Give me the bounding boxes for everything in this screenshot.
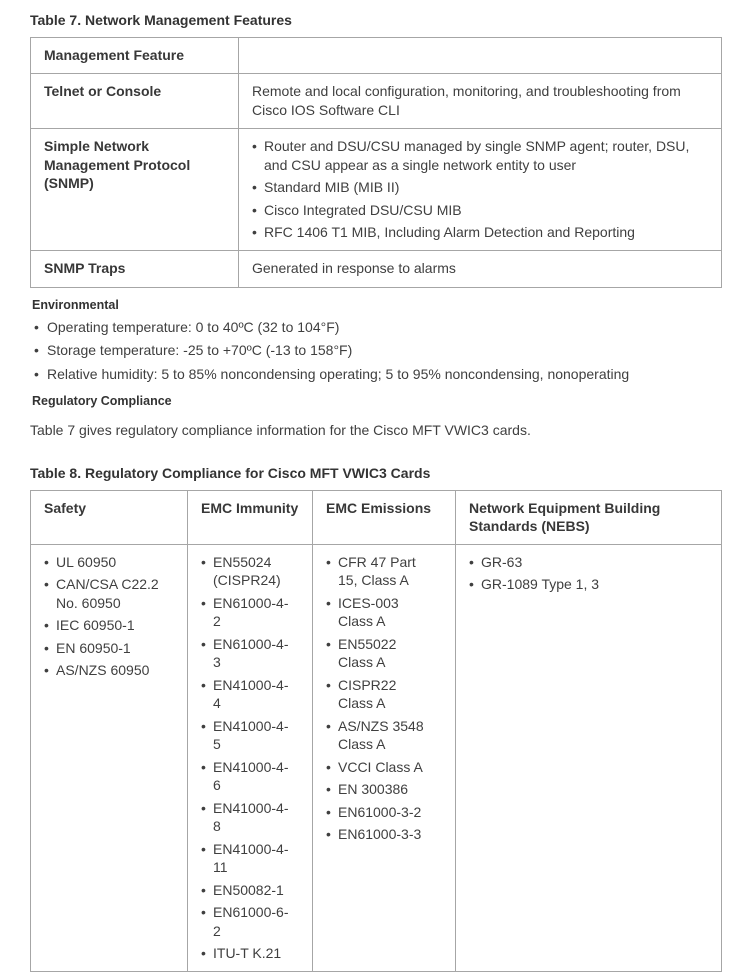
- bullet-item: • GR-1089 Type 1, 3: [469, 575, 708, 594]
- bullet-item: • Cisco Integrated DSU/CSU MIB: [252, 201, 708, 220]
- bullet-item: • AS/NZS 60950: [44, 661, 174, 680]
- table7-caption: Table 7. Network Management Features: [30, 12, 292, 28]
- snmp-bullet-list: [252, 137, 708, 242]
- table8-header-nebs: Network Equipment Building Standards (NEBS): [456, 490, 722, 544]
- bullet-item: • EN61000-3-2: [326, 803, 429, 822]
- table7-snmp-description: [239, 129, 722, 251]
- table-row: [31, 38, 722, 74]
- table-row: [31, 129, 722, 251]
- bullet-item: • EN 300386: [326, 780, 429, 799]
- table7-network-management-features: [30, 37, 722, 288]
- nebs-bullet-list: [469, 553, 708, 594]
- bullet-item: • EN61000-3-3: [326, 825, 429, 844]
- bullet-item: • CISPR22 Class A: [326, 676, 429, 713]
- table7-snmp-traps-description: Generated in response to alarms: [239, 250, 722, 287]
- bullet-item: • Router and DSU/CSU managed by single SNMP agent; router, DSU, and CSU appear as a single network entity to user: [252, 137, 708, 174]
- table8-emc-emissions-cell: [313, 544, 456, 971]
- environmental-bullet-list: [34, 318, 722, 384]
- table7-feature-telnet: Telnet or Console: [31, 74, 239, 129]
- bullet-item: • EN61000-4-2: [201, 594, 290, 631]
- bullet-item: • EN41000-4-11: [201, 840, 290, 877]
- environmental-heading: Environmental: [32, 297, 119, 312]
- table8-emc-immunity-cell: [188, 544, 313, 971]
- bullet-item: • EN61000-6-2: [201, 903, 290, 940]
- regulatory-compliance-heading: Regulatory Compliance: [32, 393, 172, 408]
- bullet-item: • EN41000-4-5: [201, 717, 290, 754]
- bullet-item: • Storage temperature: -25 to +70ºC (-13 to 158°F): [34, 341, 722, 360]
- bullet-item: • VCCI Class A: [326, 758, 429, 777]
- bullet-item: • Operating temperature: 0 to 40ºC (32 to 104°F): [34, 318, 722, 337]
- bullet-item: • CFR 47 Part 15, Class A: [326, 553, 429, 590]
- bullet-item: • EN41000-4-4: [201, 676, 290, 713]
- table8-nebs-cell: [456, 544, 722, 971]
- bullet-item: • ITU-T K.21: [201, 944, 290, 963]
- bullet-item: • AS/NZS 3548 Class A: [326, 717, 429, 754]
- table-header-row: [31, 490, 722, 544]
- bullet-item: • RFC 1406 T1 MIB, Including Alarm Detection and Reporting: [252, 223, 708, 242]
- bullet-item: • IEC 60950-1: [44, 616, 174, 635]
- table7-header-empty-cell: [239, 38, 722, 74]
- table8-safety-cell: [31, 544, 188, 971]
- bullet-item: • Relative humidity: 5 to 85% noncondensing operating; 5 to 95% noncondensing, nonoperating: [34, 365, 722, 384]
- bullet-item: • EN55024 (CISPR24): [201, 553, 290, 590]
- table7-feature-snmp: Simple Network Management Protocol (SNMP): [31, 129, 239, 251]
- bullet-item: • EN61000-4-3: [201, 635, 290, 672]
- table7-telnet-description: Remote and local configuration, monitoring, and troubleshooting from Cisco IOS Software CLI: [239, 74, 722, 129]
- bullet-item: • EN 60950-1: [44, 639, 174, 658]
- bullet-item: • EN55022 Class A: [326, 635, 429, 672]
- bullet-item: • Standard MIB (MIB II): [252, 178, 708, 197]
- table7-feature-snmp-traps: SNMP Traps: [31, 250, 239, 287]
- emc-emissions-bullet-list: [326, 553, 429, 844]
- table-row: [31, 544, 722, 971]
- table8-header-safety: Safety: [31, 490, 188, 544]
- regulatory-compliance-paragraph: Table 7 gives regulatory compliance information for the Cisco MFT VWIC3 cards.: [30, 421, 531, 438]
- bullet-item: • EN50082-1: [201, 881, 290, 900]
- bullet-item: • CAN/CSA C22.2 No. 60950: [44, 575, 174, 612]
- safety-bullet-list: [44, 553, 174, 680]
- table7-header-feature-cell: Management Feature: [31, 38, 239, 74]
- table8-header-emc-emissions: EMC Emissions: [313, 490, 456, 544]
- table-row: [31, 74, 722, 129]
- bullet-item: • UL 60950: [44, 553, 174, 572]
- bullet-item: • ICES-003 Class A: [326, 594, 429, 631]
- table-row: [31, 250, 722, 287]
- bullet-item: • EN41000-4-8: [201, 799, 290, 836]
- emc-immunity-bullet-list: [201, 553, 290, 963]
- bullet-item: • GR-63: [469, 553, 708, 572]
- table8-caption: Table 8. Regulatory Compliance for Cisco MFT VWIC3 Cards: [30, 464, 431, 481]
- table8-regulatory-compliance: [30, 490, 722, 972]
- bullet-item: • EN41000-4-6: [201, 758, 290, 795]
- table8-header-emc-immunity: EMC Immunity: [188, 490, 313, 544]
